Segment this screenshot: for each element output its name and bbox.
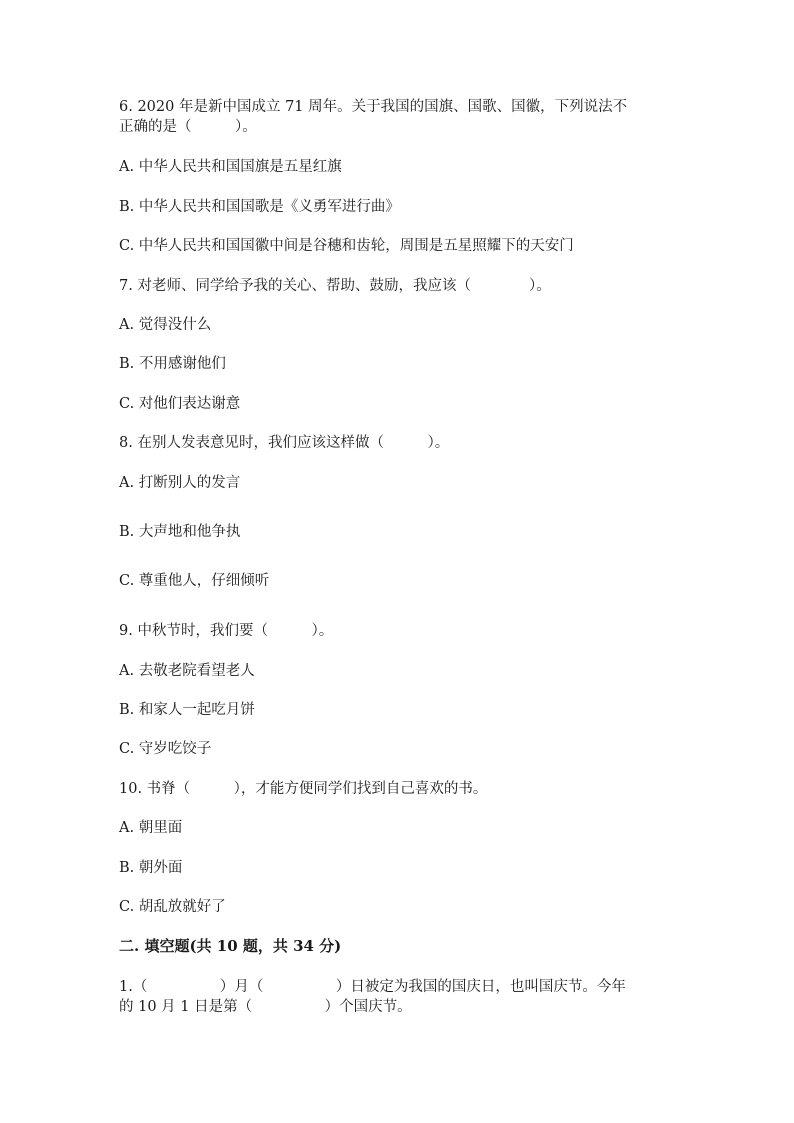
fill-question-1-line-2: 的 10 月 1 日是第（ ）个国庆节。: [119, 999, 412, 1015]
question-10-option-c: C. 胡乱放就好了: [119, 899, 226, 915]
question-7-option-b: B. 不用感谢他们: [119, 356, 226, 372]
question-6-option-b: B. 中华人民共和国国歌是《义勇军进行曲》: [119, 199, 400, 215]
question-8-option-a: A. 打断别人的发言: [119, 475, 241, 491]
question-6-stem: 6. 2020 年是新中国成立 71 周年。关于我国的国旗、国歌、国徽，下列说法不: [119, 99, 628, 115]
question-9-option-c: C. 守岁吃饺子: [119, 741, 212, 757]
question-8-option-b: B. 大声地和他争执: [119, 524, 241, 540]
question-7-option-a: A. 觉得没什么: [119, 317, 212, 333]
section-2-title: 二. 填空题(共 10 题，共 34 分): [119, 937, 342, 955]
question-9-option-b: B. 和家人一起吃月饼: [119, 702, 255, 718]
question-10-stem: 10. 书脊（ ），才能方便同学们找到自己喜欢的书。: [119, 781, 488, 797]
fill-question-1-line-1: 1.（ ）月（ ）日被定为我国的国庆日，也叫国庆节。今年: [119, 979, 626, 995]
question-6-stem-continued: 正确的是（ ）。: [119, 119, 257, 135]
question-10-option-b: B. 朝外面: [119, 860, 183, 876]
question-9-option-a: A. 去敬老院看望老人: [119, 663, 255, 679]
question-9-stem: 9. 中秋节时，我们要（ ）。: [119, 623, 334, 639]
question-10-option-a: A. 朝里面: [119, 820, 183, 836]
question-7-stem: 7. 对老师、同学给予我的关心、帮助、鼓励，我应该（ ）。: [119, 278, 551, 294]
question-6-option-c: C. 中华人民共和国国徽中间是谷穗和齿轮，周围是五星照耀下的天安门: [119, 238, 574, 254]
question-8-option-c: C. 尊重他人，仔细倾听: [119, 573, 270, 589]
question-6-option-a: A. 中华人民共和国国旗是五星红旗: [119, 159, 342, 175]
question-8-stem: 8. 在别人发表意见时，我们应该这样做（ ）。: [119, 435, 450, 451]
question-7-option-c: C. 对他们表达谢意: [119, 396, 241, 412]
